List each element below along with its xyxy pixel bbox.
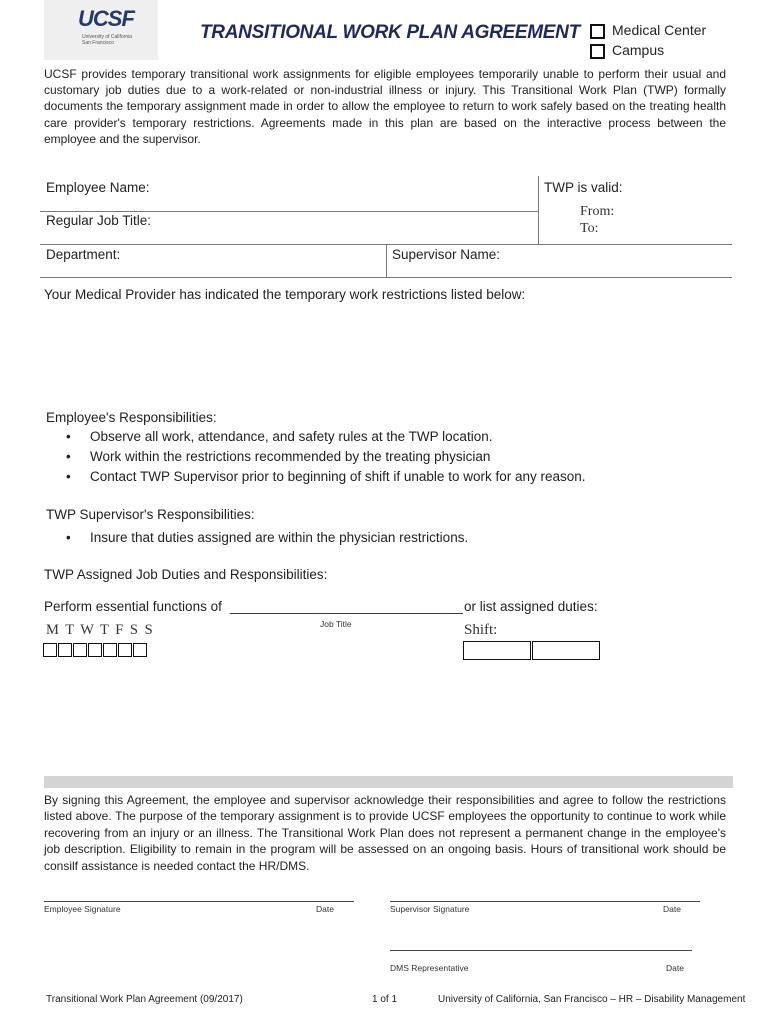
- campus-checkbox[interactable]: [590, 44, 605, 59]
- supervisor-date-label: Date: [663, 904, 681, 914]
- list-item: • Work within the restrictions recommended by the treating physician: [44, 447, 724, 467]
- table-divider: [40, 211, 538, 212]
- page-title: TRANSITIONAL WORK PLAN AGREEMENT: [200, 22, 580, 43]
- ucsf-logo-text: UCSF: [78, 6, 134, 31]
- dms-date-label: Date: [666, 963, 684, 973]
- table-divider: [386, 244, 387, 277]
- department-label: Department:: [46, 247, 121, 262]
- employee-signature-line[interactable]: [44, 901, 354, 902]
- restrictions-input-area[interactable]: [44, 306, 732, 402]
- supervisor-resp-list: [44, 528, 724, 548]
- medical-center-label: Medical Center: [612, 22, 707, 38]
- friday-checkbox[interactable]: [103, 643, 117, 657]
- employee-date-label: Date: [316, 904, 334, 914]
- intro-paragraph: UCSF provides temporary transitional work assignments for eligible employees temporarily unable to perform their usual and customary job duties due to a work-related or non-industrial illness or injury. This Transitional Work Plan (TWP) formally documents the temporary assignment made in order to allow the employee to return to work safely based on the treating health care provider's temporary restrictions. Agreements made in this plan are based on the interactive process between the employee and the supervisor.: [44, 67, 726, 146]
- sunday-checkbox[interactable]: [133, 643, 147, 657]
- agreement-paragraph: By signing this Agreement, the employee and supervisor acknowledge their responsibilities and agree to follow the restrictions listed above. The purpose of the temporary assignment is to provide UCSF employees the opportunity to continue to work while recovering from an injury or an illness. The Transitional Work Plan does not represent a permanent change in the employee's job description. Eligibility to remain in the program will be assessed on an ongoing basis. Hours of transitional work should be consilf assistance is needed contact the HR/DMS.: [44, 793, 726, 873]
- from-label: From:: [580, 204, 615, 219]
- ucsf-logo-subtitle: University of California San Francisco: [82, 34, 133, 46]
- perform-prefix: Perform essential functions of: [44, 599, 222, 614]
- twp-valid-label: TWP is valid:: [544, 180, 623, 195]
- medical-center-checkbox[interactable]: [590, 24, 605, 39]
- dms-rep-label: DMS Representative: [390, 963, 469, 973]
- supervisor-resp-heading: TWP Supervisor's Responsibilities:: [46, 507, 255, 522]
- list-item: • Insure that duties assigned are within the physician restrictions.: [44, 528, 724, 548]
- duties-heading: TWP Assigned Job Duties and Responsibilities:: [44, 567, 328, 582]
- job-title-caption: Job Title: [320, 619, 352, 629]
- perform-suffix: or list assigned duties:: [464, 599, 598, 614]
- table-divider: [538, 176, 539, 244]
- dms-signature-line[interactable]: [390, 950, 692, 951]
- monday-checkbox[interactable]: [43, 643, 57, 657]
- shift-end-input[interactable]: [532, 641, 600, 660]
- supervisor-signature-line[interactable]: [390, 901, 700, 902]
- saturday-checkbox[interactable]: [118, 643, 132, 657]
- employee-resp-list: [44, 427, 724, 487]
- supervisor-signature-label: Supervisor Signature: [390, 904, 470, 914]
- table-divider: [40, 277, 732, 278]
- footer-page-number: 1 of 1: [372, 994, 398, 1005]
- footer-form-name: Transitional Work Plan Agreement (09/2017): [46, 994, 243, 1005]
- day-checkboxes: [43, 643, 148, 657]
- employee-name-label: Employee Name:: [46, 180, 150, 195]
- job-title-blank[interactable]: _______________________________: [230, 599, 463, 614]
- footer-org: University of California, San Francisco – HR – Disability Management: [438, 994, 746, 1005]
- list-item: • Observe all work, attendance, and safety rules at the TWP location.: [44, 427, 724, 447]
- list-item: • Contact TWP Supervisor prior to beginning of shift if unable to work for any reason.: [44, 467, 724, 487]
- to-label: To:: [580, 221, 599, 236]
- wednesday-checkbox[interactable]: [73, 643, 87, 657]
- shift-start-input[interactable]: [463, 641, 531, 660]
- employee-resp-heading: Employee's Responsibilities:: [46, 410, 217, 425]
- job-title-label: Regular Job Title:: [46, 213, 152, 228]
- thursday-checkbox[interactable]: [88, 643, 102, 657]
- employee-signature-label: Employee Signature: [44, 904, 121, 914]
- restrictions-text: Your Medical Provider has indicated the temporary work restrictions listed below:: [44, 287, 526, 302]
- supervisor-name-label: Supervisor Name:: [392, 247, 501, 262]
- tuesday-checkbox[interactable]: [58, 643, 72, 657]
- days-label: M T W T F S S: [46, 622, 155, 638]
- shift-label: Shift:: [464, 622, 498, 638]
- campus-label: Campus: [612, 42, 665, 58]
- section-divider-bar: [44, 776, 733, 788]
